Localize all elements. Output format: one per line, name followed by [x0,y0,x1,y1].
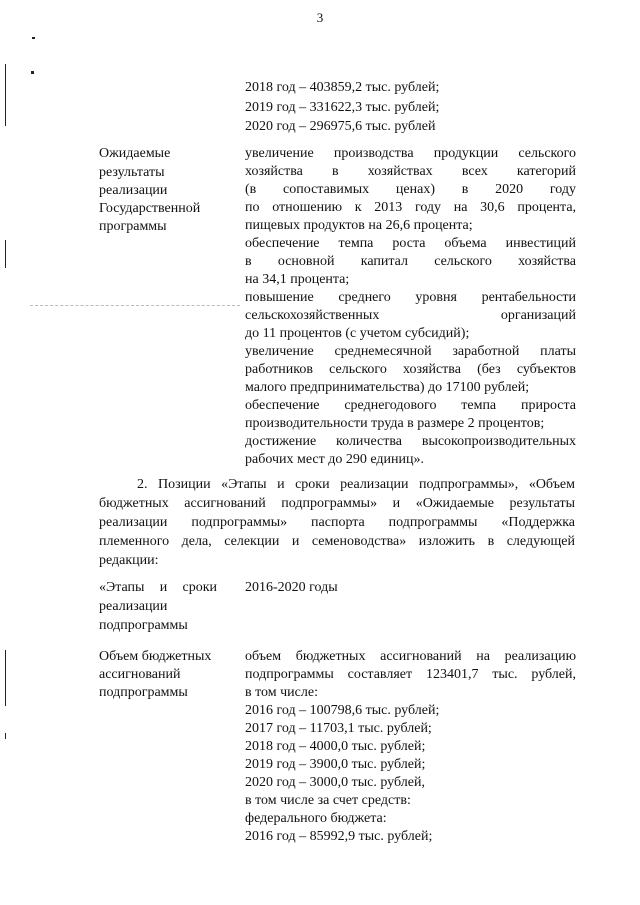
page-number: 3 [316,10,324,25]
budget-label: подпрограммы [99,685,188,700]
stages-label: подпрограммы [99,618,188,633]
results-label: программы [99,219,167,234]
budget-line: 2019 год – 3900,0 тыс. рублей; [245,757,426,772]
budget-line: 2016 год – 100798,6 тыс. рублей; [245,703,440,718]
paragraph-line: редакции: [99,553,159,568]
results-label: реализации [99,183,168,198]
stages-label: «Этапы и сроки [99,580,218,595]
top-line: 2019 год – 331622,3 тыс. рублей; [245,100,440,115]
top-line: 2018 год – 403859,2 тыс. рублей; [245,80,440,95]
results-line: работников сельского хозяйства (без субъектов [245,362,577,377]
results-label: Ожидаемые [99,146,171,161]
results-line: обеспечение темпа роста объема инвестиций [245,236,576,251]
results-line: в основной капитал сельского хозяйства [245,254,577,269]
budget-line: федерального бюджета: [245,811,387,826]
margin-bar [5,733,6,739]
budget-line: 2017 год – 11703,1 тыс. рублей; [245,721,432,736]
scan-mark [32,37,35,39]
results-label: Государственной [99,201,201,216]
budget-line: объем бюджетных ассигнований на реализацию [245,649,577,664]
budget-line: 2020 год – 3000,0 тыс. рублей, [245,775,425,790]
stages-label: реализации [99,599,168,614]
paragraph-line: племенного дела, селекции и семеноводства» изложить в следующей [99,534,576,549]
results-line: рабочих мест до 290 единиц». [245,452,425,467]
budget-line: 2016 год – 85992,9 тыс. рублей; [245,829,433,844]
paragraph-line: 2. Позиции «Этапы и сроки реализации подпрограммы», «Объем [137,477,576,492]
results-line: малого предпринимательства) до 17100 рублей; [245,380,530,395]
results-line: сельскохозяйственных организаций [245,308,576,323]
budget-label: Объем бюджетных [99,649,212,664]
results-line: производительности труда в размере 2 процентов; [245,416,545,431]
scan-mark [31,71,34,74]
paragraph-line: бюджетных ассигнований подпрограммы» и «Ожидаемые результаты [99,496,576,511]
results-line: увеличение производства продукции сельского [245,146,577,161]
budget-label: ассигнований [99,667,181,682]
budget-line: в том числе: [245,685,318,700]
margin-bar [5,240,6,268]
margin-bar [5,64,6,126]
results-line: хозяйства в хозяйствах всех категорий [245,164,577,179]
results-line: повышение среднего уровня рентабельности [245,290,576,305]
paragraph-line: реализации подпрограммы» паспорта подпрограммы «Поддержка [99,515,576,530]
budget-line: 2018 год – 4000,0 тыс. рублей; [245,739,426,754]
results-line: (в сопоставимых ценах) в 2020 году [245,182,576,197]
results-line: обеспечение среднегодового темпа прироста [245,398,577,413]
stages-value: 2016-2020 годы [245,580,338,595]
results-line: по отношению к 2013 году на 30,6 процента, [245,200,577,215]
top-line: 2020 год – 296975,6 тыс. рублей [245,119,436,134]
results-line: достижение количества высокопроизводительных [245,434,576,449]
results-line: на 34,1 процента; [245,272,350,287]
budget-line: в том числе за счет средств: [245,793,411,808]
results-line: увеличение среднемесячной заработной платы [245,344,577,359]
scan-artifact [30,305,240,306]
results-line: до 11 процентов (с учетом субсидий); [245,326,470,341]
budget-line: подпрограммы составляет 123401,7 тыс. рублей, [245,667,576,682]
results-label: результаты [99,165,165,180]
results-line: пищевых продуктов на 26,6 процента; [245,218,473,233]
margin-bar [5,650,6,706]
